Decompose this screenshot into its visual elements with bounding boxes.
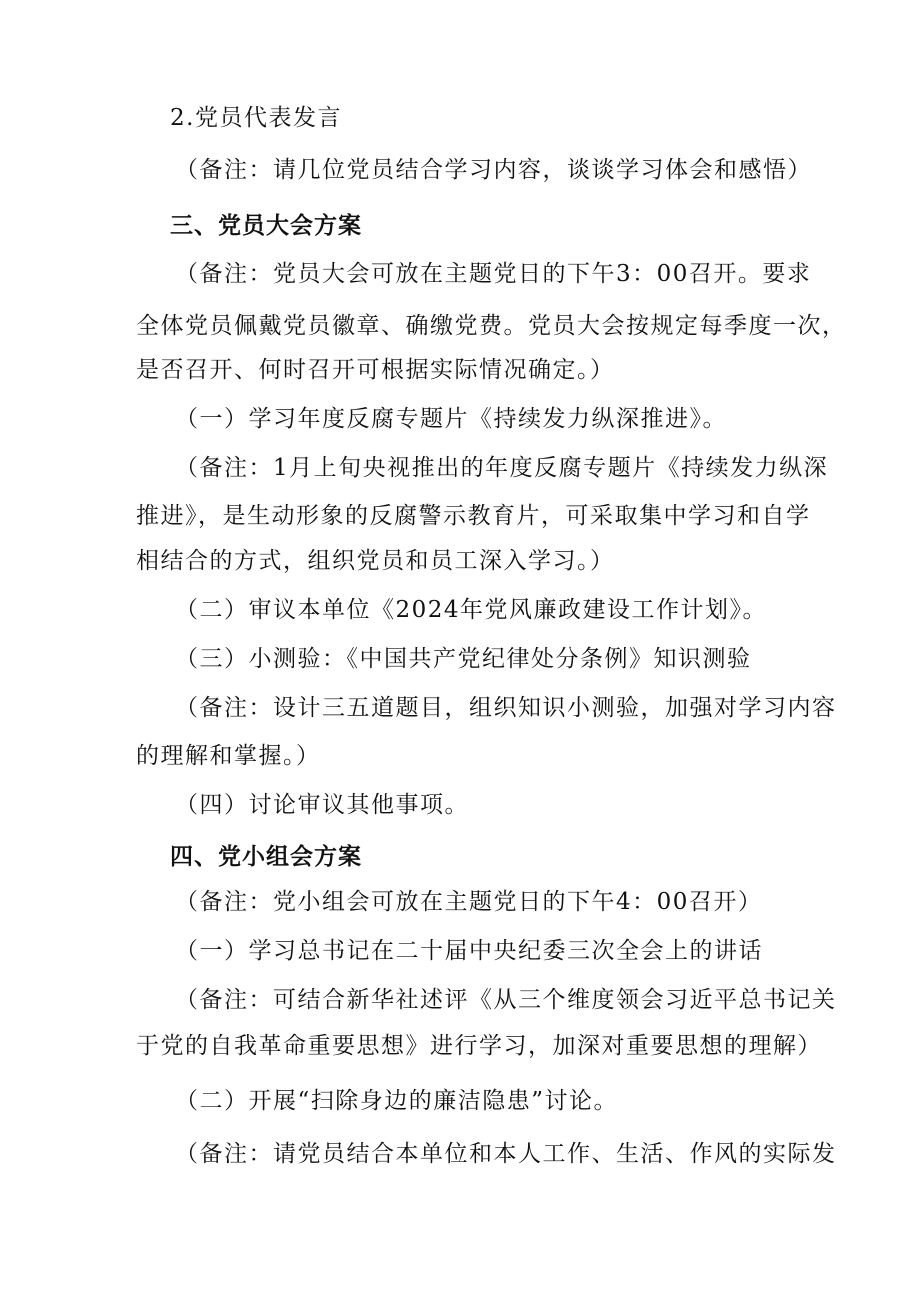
section-heading: 四、党小组会方案: [170, 844, 362, 870]
list-item: （一）学习年度反腐专题片《持续发力纵深推进》。: [175, 406, 727, 432]
note-text: （备注：1月上旬央视推出的年度反腐专题片《持续发力纵深: [175, 455, 829, 481]
note-text: （备注：请党员结合本单位和本人工作、生活、作风的实际发: [175, 1141, 837, 1167]
list-item: （一）学习总书记在二十届中央纪委三次全会上的讲话: [175, 938, 763, 964]
list-item: （二）审议本单位《2024年党风廉政建设工作计划》。: [175, 597, 768, 623]
note-text: （备注：请几位党员结合学习内容，谈谈学习体会和感悟）: [175, 157, 812, 183]
list-item: （二）开展“扫除身边的廉洁隐患”讨论。: [175, 1088, 619, 1114]
note-text: （备注：设计三五道题目，组织知识小测验，加强对学习内容: [175, 695, 837, 721]
list-item: （四）讨论审议其他事项。: [175, 792, 469, 818]
note-text: 的理解和掌握。）: [136, 743, 321, 769]
note-text: 全体党员佩戴党员徽章、确缴党费。党员大会按规定每季度一次，: [136, 313, 847, 339]
note-text: （备注：可结合新华社述评《从三个维度领会习近平总书记关: [175, 987, 837, 1013]
list-item: 2.党员代表发言: [170, 105, 342, 131]
note-text: 于党的自我革命重要思想》进行学习，加深对重要思想的理解）: [136, 1033, 822, 1059]
note-text: 推进》，是生动形象的反腐警示教育片，可采取集中学习和自学: [136, 503, 811, 529]
list-item: （三）小测验：《中国共产党纪律处分条例》知识测验: [175, 646, 752, 672]
note-text: 相结合的方式，组织党员和员工深入学习。）: [136, 548, 615, 574]
note-text: （备注：党员大会可放在主题党日的下午3：00召开。要求: [175, 261, 812, 287]
section-heading: 三、党员大会方案: [170, 213, 362, 239]
note-text: （备注：党小组会可放在主题党日的下午4：00召开）: [175, 889, 763, 915]
note-text: 是否召开、何时召开可根据实际情况确定。）: [136, 357, 615, 383]
